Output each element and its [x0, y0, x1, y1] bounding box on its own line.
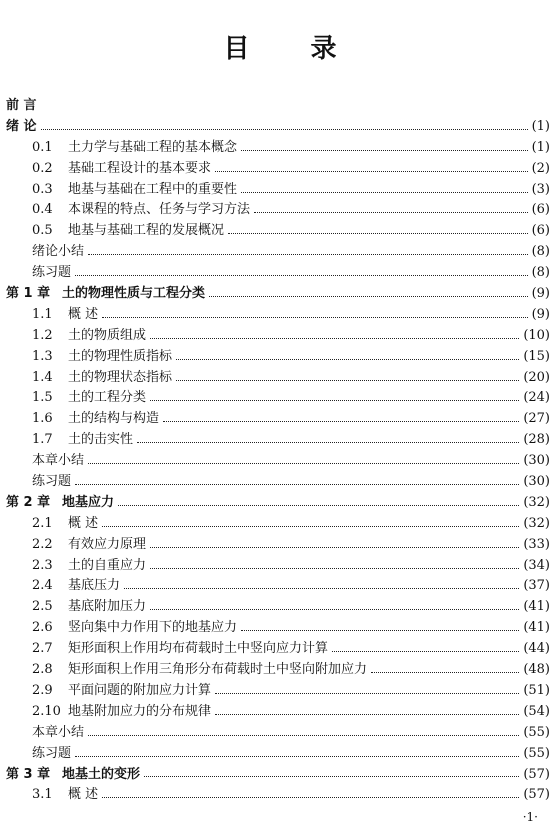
- toc-entry[interactable]: [6, 493, 550, 514]
- toc-entry-page: (9): [531, 306, 550, 322]
- toc-entry-title: 有效应力原理: [68, 536, 147, 552]
- dot-leader: [241, 623, 519, 631]
- dot-leader: [75, 268, 528, 276]
- dot-leader: [176, 352, 519, 360]
- toc-entry[interactable]: [6, 200, 550, 221]
- dot-leader: [102, 519, 519, 527]
- toc-entry-number: 0.5: [32, 223, 53, 239]
- toc-entry[interactable]: [6, 576, 550, 597]
- toc-entry[interactable]: [6, 180, 550, 201]
- dot-leader: [371, 665, 519, 673]
- toc-entry-page: (1): [531, 118, 550, 134]
- toc-entry-page: (28): [523, 432, 550, 448]
- toc-entry-page: (30): [523, 453, 550, 469]
- toc-entry-title: 土的物理状态指标: [68, 369, 173, 385]
- dot-leader: [75, 749, 519, 757]
- dot-leader: [75, 477, 519, 485]
- toc-entry[interactable]: [6, 785, 550, 806]
- toc-entry-number: 第 1 章: [6, 286, 51, 302]
- toc-entry-page: (55): [523, 724, 550, 740]
- toc-entry[interactable]: [6, 744, 550, 765]
- toc-entry-title: 土的物理性质与工程分类: [62, 286, 206, 302]
- dot-leader: [215, 164, 528, 172]
- toc-entry-number: 2.10: [32, 703, 61, 719]
- page-title: 目 录: [223, 34, 363, 64]
- toc-entry-title: 概 述: [68, 515, 99, 531]
- toc-entry-title: 概 述: [68, 306, 99, 322]
- dot-leader: [118, 498, 519, 506]
- dot-leader: [102, 310, 527, 318]
- toc-entry-number: 2.6: [32, 620, 53, 636]
- toc-entry-number: 2.4: [32, 578, 53, 594]
- toc-entry-page: (32): [523, 515, 550, 531]
- toc-entry-title: 土的结构与构造: [68, 411, 160, 427]
- toc-entry-number: 1.6: [32, 411, 53, 427]
- toc-entry-title: 基底压力: [68, 578, 121, 594]
- dot-leader: [102, 790, 519, 798]
- toc-entry-page: (54): [523, 703, 550, 719]
- toc-entry-number: 0.2: [32, 160, 53, 176]
- toc-entry[interactable]: [6, 388, 550, 409]
- toc-entry-title: 土的物质组成: [68, 327, 147, 343]
- dot-leader: [163, 414, 519, 422]
- toc-entry-title: 土的工程分类: [68, 390, 147, 406]
- toc-entry-title: 前 言: [6, 98, 37, 113]
- toc-entry-title: 土力学与基础工程的基本概念: [68, 139, 238, 155]
- toc-entry-title: 竖向集中力作用下的地基应力: [68, 620, 238, 636]
- toc-entry-number: 2.5: [32, 599, 53, 615]
- toc-entry-page: (41): [523, 620, 550, 636]
- dot-leader: [332, 644, 519, 652]
- toc-entry-page: (24): [523, 390, 550, 406]
- dot-leader: [215, 686, 519, 694]
- toc-entry-page: (2): [531, 160, 550, 176]
- toc-entry-number: 0.4: [32, 202, 53, 218]
- dot-leader: [124, 581, 519, 589]
- toc-entry-page: (9): [531, 286, 550, 302]
- toc-entry-page: (33): [523, 536, 550, 552]
- toc-entry-page: (32): [523, 494, 550, 510]
- dot-leader: [150, 561, 519, 569]
- toc-entry-page: (6): [531, 223, 550, 239]
- toc-entry-title: 平面问题的附加应力计算: [68, 682, 212, 698]
- toc-entry[interactable]: [6, 472, 550, 493]
- toc-entry[interactable]: [6, 639, 550, 660]
- toc-entry-page: (57): [523, 787, 550, 803]
- toc-entry[interactable]: [6, 618, 550, 639]
- toc-entry-number: 2.3: [32, 557, 53, 573]
- toc-entry-number: 0.1: [32, 139, 53, 155]
- toc-entry-number: 2.9: [32, 682, 53, 698]
- toc-entry-number: 1.7: [32, 432, 53, 448]
- toc-entry[interactable]: [6, 159, 550, 180]
- dot-leader: [228, 226, 528, 234]
- toc-entry[interactable]: [6, 556, 550, 577]
- toc-entry-number: 2.8: [32, 662, 53, 678]
- toc-entry[interactable]: [6, 221, 550, 242]
- toc-entry[interactable]: [6, 430, 550, 451]
- dot-leader: [88, 728, 519, 736]
- toc-entry-number: 2.2: [32, 536, 53, 552]
- dot-leader: [144, 769, 519, 777]
- toc-entry-title: 地基应力: [62, 494, 115, 510]
- toc-entry-number: 3.1: [32, 787, 53, 803]
- toc-entry-page: (30): [523, 474, 550, 490]
- toc-entry[interactable]: [6, 242, 550, 263]
- dot-leader: [150, 602, 519, 610]
- toc-entry-page: (57): [523, 766, 550, 782]
- toc-entry-number: 第 3 章: [6, 766, 51, 782]
- toc-entry[interactable]: [6, 660, 550, 681]
- dot-leader: [176, 373, 519, 381]
- toc-entry-page: (15): [523, 348, 550, 364]
- toc-entry-title: 基底附加压力: [68, 599, 147, 615]
- toc-entry-number: 0.3: [32, 181, 53, 197]
- toc-entry-page: (37): [523, 578, 550, 594]
- toc-entry-number: 1.3: [32, 348, 53, 364]
- toc-entry-page: (44): [523, 641, 550, 657]
- dot-leader: [215, 707, 519, 715]
- toc-entry-page: (34): [523, 557, 550, 573]
- toc-entry-number: 第 2 章: [6, 494, 51, 510]
- toc-entry[interactable]: [6, 117, 550, 138]
- toc-entry-page: (48): [523, 662, 550, 678]
- toc-entry-page: (1): [531, 139, 550, 155]
- toc-entry-title: 地基与基础在工程中的重要性: [68, 181, 238, 197]
- toc-entry[interactable]: [6, 284, 550, 305]
- toc-entry[interactable]: [6, 347, 550, 368]
- toc-entry-title: 地基与基础工程的发展概况: [68, 223, 225, 239]
- toc-entry-title: 矩形面积上作用三角形分布荷载时土中竖向附加应力: [68, 662, 368, 678]
- toc-entry[interactable]: [6, 263, 550, 284]
- toc-entry[interactable]: [6, 138, 550, 159]
- toc-entry[interactable]: [6, 409, 550, 430]
- toc-entry-title: 练习题: [32, 474, 72, 490]
- toc-entry-title: 土的击实性: [68, 432, 134, 448]
- toc-entry-title: 练习题: [32, 265, 72, 281]
- toc-entry-title: 绪 论: [6, 118, 37, 134]
- toc-entry-title: 本章小结: [32, 453, 85, 469]
- toc-entry-page: (27): [523, 411, 550, 427]
- dot-leader: [88, 456, 519, 464]
- dot-leader: [241, 185, 528, 193]
- toc-entry-page: (20): [523, 369, 550, 385]
- dot-leader: [41, 122, 528, 130]
- toc-entry-page: (51): [523, 682, 550, 698]
- toc-entry-number: 1.1: [32, 306, 53, 322]
- toc-entry-title: 土的自重应力: [68, 557, 147, 573]
- toc-entry-title: 地基土的变形: [62, 766, 141, 782]
- toc-entry-page: (3): [531, 181, 550, 197]
- toc-entry[interactable]: [6, 723, 550, 744]
- dot-leader: [150, 331, 519, 339]
- toc-entry-title: 基础工程设计的基本要求: [68, 160, 212, 176]
- toc-entry-page: (55): [523, 745, 550, 761]
- toc-entry[interactable]: [6, 681, 550, 702]
- toc-entry-title: 地基附加应力的分布规律: [68, 703, 212, 719]
- dot-leader: [254, 205, 528, 213]
- toc-entry[interactable]: [6, 514, 550, 535]
- toc-entry[interactable]: [6, 305, 550, 326]
- toc-entry-title: 练习题: [32, 745, 72, 761]
- toc-entry-title: 绪论小结: [32, 244, 85, 260]
- page-number: ·1·: [522, 810, 538, 824]
- toc-entry[interactable]: [6, 326, 550, 347]
- toc-entry-number: 2.1: [32, 515, 53, 531]
- toc-entry[interactable]: [6, 702, 550, 723]
- toc-entry-title: 本章小结: [32, 724, 85, 740]
- toc-entry[interactable]: [6, 368, 550, 389]
- toc-entry[interactable]: [6, 597, 550, 618]
- toc-entry[interactable]: [6, 96, 550, 117]
- toc-entry-number: 1.5: [32, 390, 53, 406]
- toc-entry-page: (8): [531, 265, 550, 281]
- toc-entry-number: 1.2: [32, 327, 53, 343]
- toc-entry-page: (6): [531, 202, 550, 218]
- toc-entry-title: 本课程的特点、任务与学习方法: [68, 202, 251, 218]
- toc-entry[interactable]: [6, 451, 550, 472]
- toc-entry-page: (8): [531, 244, 550, 260]
- toc-entry-title: 概 述: [68, 787, 99, 803]
- table-of-contents: [6, 96, 550, 806]
- toc-entry[interactable]: [6, 765, 550, 786]
- dot-leader: [150, 540, 519, 548]
- toc-entry-page: (10): [523, 327, 550, 343]
- dot-leader: [88, 247, 528, 255]
- toc-entry-title: 土的物理性质指标: [68, 348, 173, 364]
- toc-entry-number: 1.4: [32, 369, 53, 385]
- dot-leader: [241, 143, 528, 151]
- toc-entry-title: 矩形面积上作用均布荷载时土中竖向应力计算: [68, 641, 329, 657]
- toc-entry-number: 2.7: [32, 641, 53, 657]
- dot-leader: [209, 289, 528, 297]
- dot-leader: [137, 435, 519, 443]
- toc-entry[interactable]: [6, 535, 550, 556]
- toc-entry-page: (41): [523, 599, 550, 615]
- dot-leader: [150, 393, 519, 401]
